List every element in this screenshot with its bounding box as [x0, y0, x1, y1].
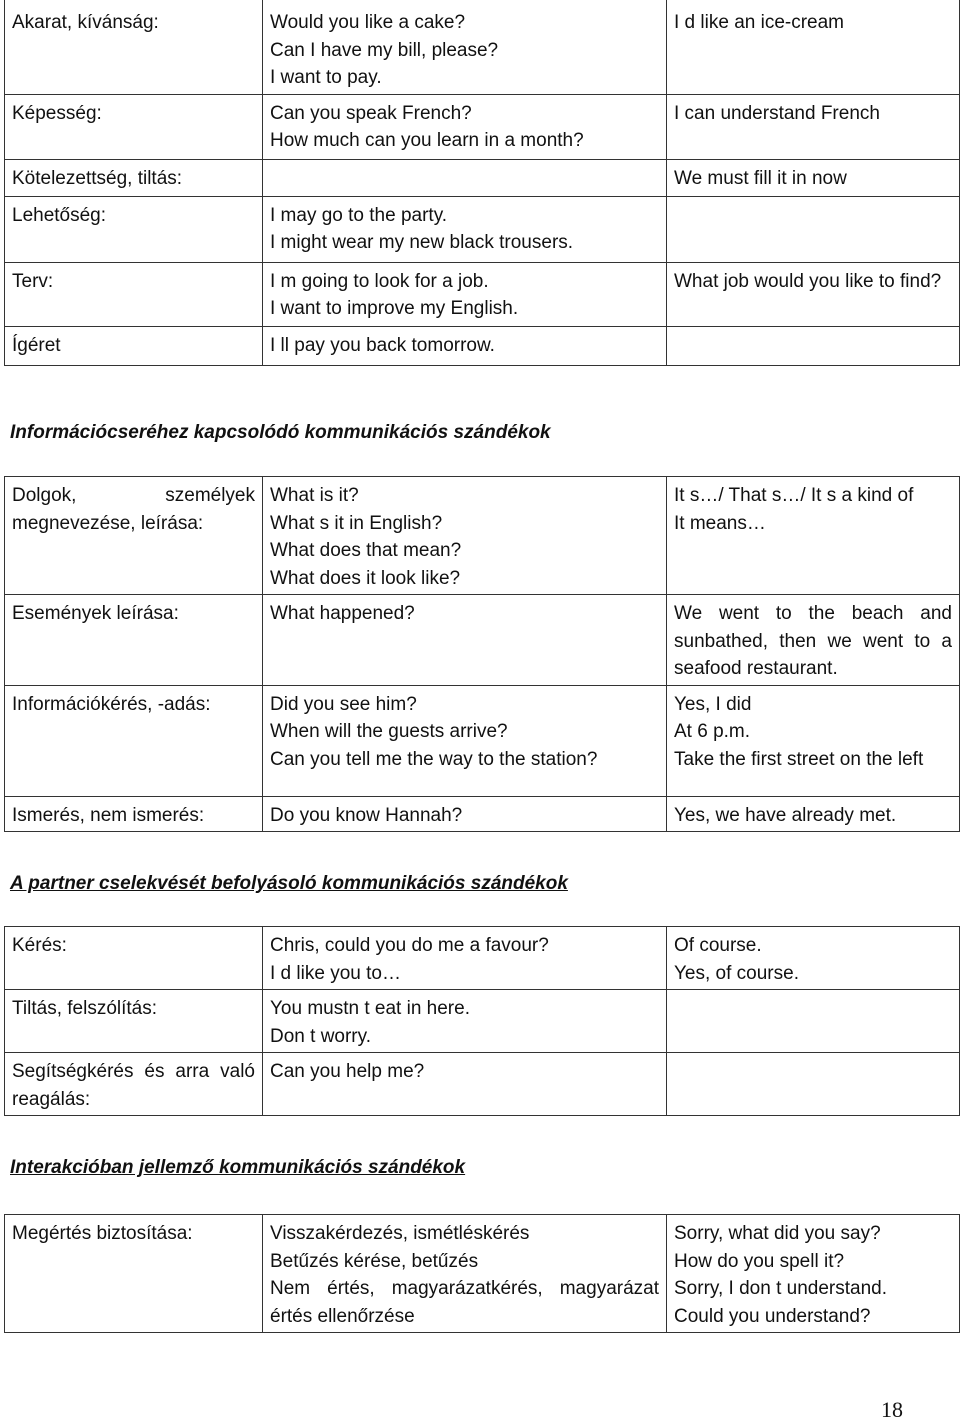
row-examples [263, 159, 667, 196]
page-number: 18 [881, 1397, 903, 1422]
row-label: Megértés biztosítása: [5, 1215, 263, 1333]
row-responses: I can understand French [667, 94, 960, 159]
row-examples: What is it? What s it in English? What does that mean? What does it look like? [263, 477, 667, 595]
row-examples: I may go to the party. I might wear my new black trousers. [263, 196, 667, 262]
row-examples: Did you see him? When will the guests arrive? Can you tell me the way to the station? [263, 685, 667, 796]
row-label: Ismerés, nem ismerés: [5, 796, 263, 832]
row-examples: Can you help me? [263, 1053, 667, 1116]
table-row [5, 1215, 960, 1333]
table-row [5, 990, 960, 1053]
table-row [5, 326, 960, 365]
intentions-table-3 [4, 926, 960, 1116]
table-row [5, 262, 960, 326]
section-heading: Információcseréhez kapcsolódó kommunikációs szándékok [10, 422, 551, 443]
table-row [5, 196, 960, 262]
row-responses: Yes, I did At 6 p.m. Take the first street on the left [667, 685, 960, 796]
row-examples: What happened? [263, 595, 667, 686]
row-label: Kérés: [5, 927, 263, 990]
row-examples: Would you like a cake? Can I have my bill, please? I want to pay. [263, 0, 667, 94]
intentions-table-2 [4, 476, 960, 832]
row-label: Események leírása: [5, 595, 263, 686]
row-examples: Do you know Hannah? [263, 796, 667, 832]
row-label: Segítségkérés és arra való reagálás: [5, 1053, 263, 1116]
table-row [5, 477, 960, 595]
section-heading: A partner cselekvését befolyásoló kommunikációs szándékok [10, 873, 568, 894]
table-row [5, 0, 960, 94]
row-responses: We must fill it in now [667, 159, 960, 196]
table-row [5, 1053, 960, 1116]
row-responses: Yes, we have already met. [667, 796, 960, 832]
row-responses: We went to the beach and sunbathed, then we went to a seafood restaurant. [667, 595, 960, 686]
row-responses [667, 990, 960, 1053]
row-label: Dolgok, személyek megnevezése, leírása: [5, 477, 263, 595]
row-responses: I d like an ice-cream [667, 0, 960, 94]
row-examples: Visszakérdezés, ismétléskérés Betűzés kérése, betűzés Nem értés, magyarázatkérés, magyarázat értés ellenőrzése [263, 1215, 667, 1333]
row-examples: You mustn t eat in here. Don t worry. [263, 990, 667, 1053]
row-responses [667, 326, 960, 365]
row-examples: I ll pay you back tomorrow. [263, 326, 667, 365]
row-label: Ígéret [5, 326, 263, 365]
row-label: Akarat, kívánság: [5, 0, 263, 94]
row-examples: I m going to look for a job. I want to improve my English. [263, 262, 667, 326]
table-row [5, 927, 960, 990]
row-examples: Can you speak French? How much can you learn in a month? [263, 94, 667, 159]
section-heading: Interakcióban jellemző kommunikációs szándékok [10, 1157, 466, 1178]
intentions-table-1 [4, 0, 960, 366]
row-responses: Of course. Yes, of course. [667, 927, 960, 990]
row-label: Képesség: [5, 94, 263, 159]
table-row [5, 94, 960, 159]
row-responses [667, 1053, 960, 1116]
table-row [5, 159, 960, 196]
row-label: Lehetőség: [5, 196, 263, 262]
row-examples: Chris, could you do me a favour? I d like you to… [263, 927, 667, 990]
row-responses: What job would you like to find? [667, 262, 960, 326]
row-label: Terv: [5, 262, 263, 326]
table-row [5, 685, 960, 796]
table-row [5, 796, 960, 832]
row-label: Információkérés, -adás: [5, 685, 263, 796]
row-responses: It s…/ That s…/ It s a kind of It means… [667, 477, 960, 595]
intentions-table-4 [4, 1214, 960, 1333]
row-responses [667, 196, 960, 262]
row-label: Kötelezettség, tiltás: [5, 159, 263, 196]
row-label: Tiltás, felszólítás: [5, 990, 263, 1053]
row-responses: Sorry, what did you say? How do you spell it? Sorry, I don t understand. Could you understand? [667, 1215, 960, 1333]
table-row [5, 595, 960, 686]
